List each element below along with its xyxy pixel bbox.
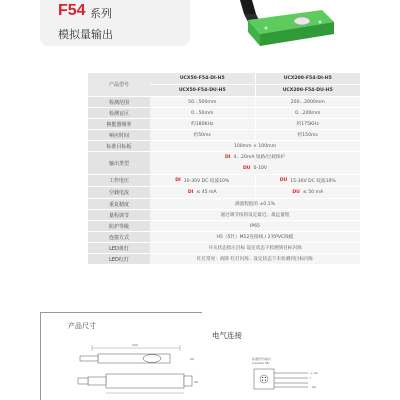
model-short-di: UCX50-F54-DI-H5 <box>150 73 255 85</box>
spec-row-range-adjust <box>88 210 360 221</box>
output-du-value: 0-10V <box>253 166 268 171</box>
spec-value: 满量程值的 ±0.1% <box>150 199 360 209</box>
dimension-drawing <box>40 330 220 400</box>
spec-model-cells <box>150 73 360 96</box>
spec-value-long: 约150ms <box>297 133 318 138</box>
pin-label-1: + Uᴅ <box>310 371 318 375</box>
voltage-du <box>256 175 361 186</box>
dim-overall-length: 102 <box>132 343 138 347</box>
connector-icon <box>260 375 268 383</box>
model-long-group <box>256 73 361 96</box>
dim-height: 30 <box>194 380 198 384</box>
spec-value-cells <box>150 130 360 140</box>
du-tag: DU <box>279 178 288 183</box>
spec-value-cells <box>150 175 360 186</box>
spec-row-model <box>88 73 360 97</box>
spec-label: 响应时间 <box>88 130 150 140</box>
spec-value-long: 0…200mm <box>295 110 321 116</box>
spec-label: 连接方式 <box>88 232 150 242</box>
spec-value-short: 0…50mm <box>150 108 256 118</box>
spec-label: 重复精度 <box>88 199 150 209</box>
model-long-di: UCX200-F54-DI-H5 <box>256 73 361 85</box>
di-tag: DI <box>187 190 194 195</box>
spec-value: H5（5针）M12连接线 / 2米PVC线缆 <box>150 232 360 242</box>
du-tag: DU <box>242 166 251 171</box>
spec-value-cells <box>150 97 360 107</box>
spec-value-long: 200…2000mm <box>290 99 325 105</box>
spec-table <box>88 73 360 265</box>
spec-label: 检测盲区 <box>88 108 150 118</box>
spec-label: 空载电流 <box>88 187 150 198</box>
spec-label: 工作电压 <box>88 175 150 186</box>
spec-label: 换能器频率 <box>88 119 150 129</box>
spec-row-blind-zone <box>88 108 360 119</box>
spec-value: IP65 <box>150 221 360 231</box>
spec-value-stack <box>150 152 360 174</box>
spec-label: 标准目标板 <box>88 141 150 151</box>
dimensions-title: 产品尺寸 <box>68 322 96 330</box>
di-tag: DI <box>224 155 231 160</box>
model-short-list <box>150 73 255 96</box>
spec-row-response-time <box>88 130 360 141</box>
spec-label-model: 产品型号 <box>88 73 150 96</box>
spec-label: 输出类型 <box>88 152 150 174</box>
pin-label-2: I <box>310 376 311 380</box>
spec-row-protection <box>88 221 360 232</box>
spec-value-cells <box>150 108 360 118</box>
spec-label: 量程调节 <box>88 210 150 220</box>
spec-label: LED红灯 <box>88 254 150 264</box>
spec-row-detect-range <box>88 97 360 108</box>
wiring-note-line1: 标准符号/接口 <box>252 357 272 361</box>
spec-row-target <box>88 141 360 152</box>
product-photo <box>230 0 350 48</box>
current-du-value: ≤ 50 mA <box>302 190 324 195</box>
electrical-title: 电气连接 <box>212 331 242 340</box>
spec-row-working-voltage <box>88 175 360 187</box>
model-short-du: UCX50-F54-DU-H5 <box>178 88 226 93</box>
spec-value-short: 约50ms <box>150 130 256 140</box>
voltage-di <box>150 175 256 186</box>
output-di-value: 4…20mA 短路/过载保护 <box>233 155 286 160</box>
spec-row-transducer-freq <box>88 119 360 130</box>
wiring-diagram <box>238 355 358 400</box>
model-short-group <box>150 73 256 96</box>
spec-value-cells <box>150 119 360 129</box>
current-di <box>150 187 256 198</box>
spec-value-cells <box>150 187 360 198</box>
dim-width: 20 <box>190 357 194 361</box>
pin-label-4: - Uᴅ <box>310 385 317 389</box>
model-long-list <box>256 73 361 96</box>
spec-row-no-load-current <box>88 187 360 199</box>
spec-row-connection <box>88 232 360 243</box>
spec-row-led-red <box>88 254 360 265</box>
current-du <box>256 187 361 198</box>
page-header <box>0 0 400 46</box>
spec-value: 100mm × 100mm <box>150 141 360 151</box>
spec-row-output-type <box>88 152 360 175</box>
series-subtitle: 模拟量输出 <box>58 28 113 41</box>
cable-graphic <box>240 0 260 22</box>
spec-value-long: 约175KHz <box>296 122 319 127</box>
spec-label: LED黄灯 <box>88 243 150 253</box>
model-long-du: UCX200-F54-DU-H5 <box>282 88 333 93</box>
spec-row-led-yellow <box>88 243 360 254</box>
spec-value-short: 50…500mm <box>150 97 256 107</box>
spec-label: 检测范围 <box>88 97 150 107</box>
spec-value: 通过调节按钮设定最近、最远量程 <box>150 210 360 220</box>
spec-label: 防护等级 <box>88 221 150 231</box>
spec-row-repeatability <box>88 199 360 210</box>
voltage-du-value: 15-30V DC 纹波10% <box>290 178 336 184</box>
spec-value: 红灯常亮：故障 红灯闪烁：设定状态下未检测到目标闪烁 <box>150 254 360 264</box>
sensor-body-graphic <box>248 10 334 46</box>
spec-value-short: 约180KHz <box>150 119 256 129</box>
di-tag: DI <box>175 178 181 183</box>
output-du-line <box>243 163 267 174</box>
current-di-value: ≤ 45 mA <box>196 190 217 195</box>
output-di-line <box>225 152 285 163</box>
series-name: F54 <box>58 2 86 19</box>
voltage-di-value: 10-30V DC 纹波10% <box>183 178 230 184</box>
du-tag: DU <box>292 190 300 195</box>
wiring-note-line2: (version DI) <box>252 361 270 365</box>
series-suffix: 系列 <box>90 7 112 20</box>
spec-value: 开关状态指示目标 设定状态下检测到目标闪烁 <box>150 243 360 253</box>
